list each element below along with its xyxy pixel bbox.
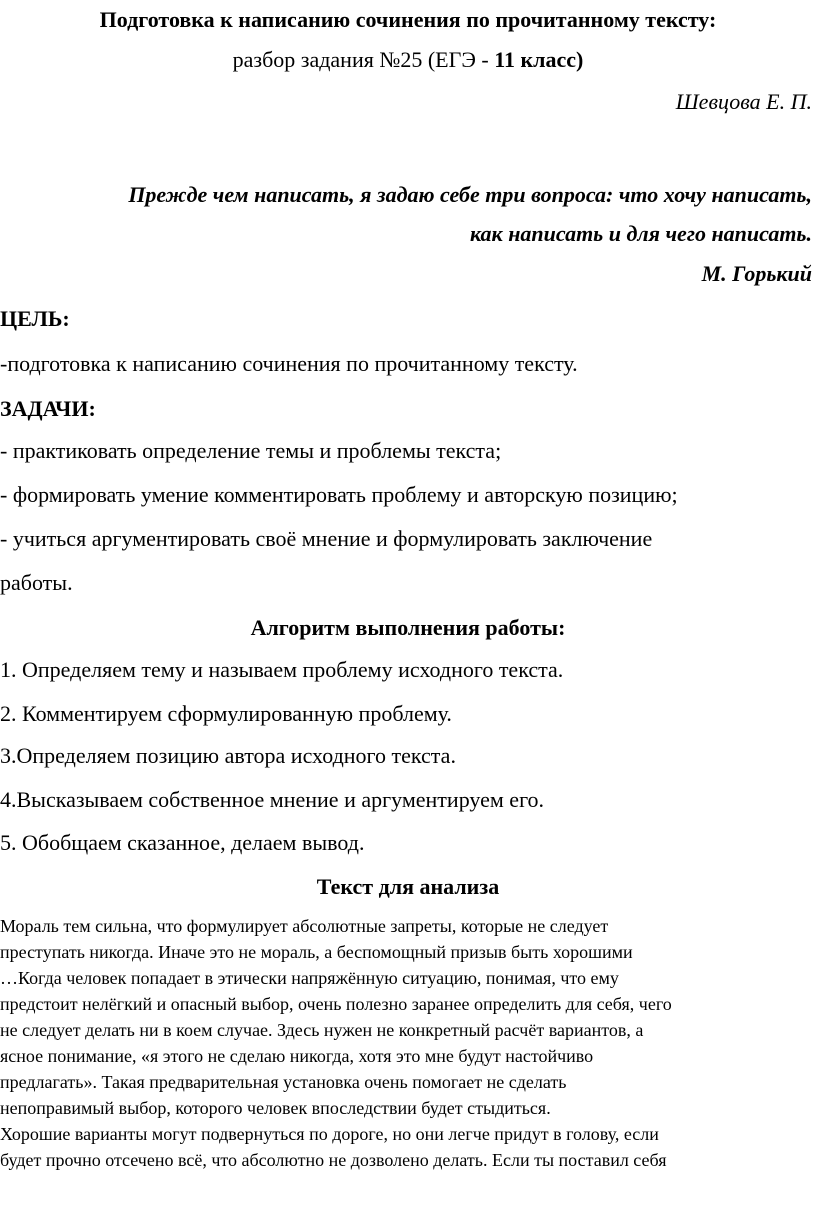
algorithm-heading: Алгоритм выполнения работы:: [250, 615, 566, 640]
analysis-text-line: Хорошие варианты могут подвернуться по дороге, но они легче придут в голову, если: [0, 1124, 659, 1144]
analysis-text-line: предстоит нелёгкий и опасный выбор, очень полезно заранее определить для себя, чего: [0, 994, 672, 1014]
goal-heading: ЦЕЛЬ:: [0, 306, 70, 331]
analysis-text-line: преступать никогда. Иначе это не мораль, а беспомощный призыв быть хорошими: [0, 942, 633, 962]
task-item: работы.: [0, 570, 73, 595]
tasks-heading: ЗАДАЧИ:: [0, 396, 96, 421]
goal-text: -подготовка к написанию сочинения по прочитанному тексту.: [0, 351, 578, 376]
algorithm-step: 2. Комментируем сформулированную проблему.: [0, 701, 452, 726]
author-name: Шевцова Е. П.: [675, 89, 812, 114]
epigraph-line-1: Прежде чем написать, я задаю себе три вопроса: что хочу написать,: [128, 182, 812, 207]
analysis-heading: Текст для анализа: [316, 874, 500, 899]
analysis-text-line: будет прочно отсечено всё, что абсолютно не дозволено делать. Если ты поставил себя: [0, 1150, 667, 1170]
algorithm-step: 1. Определяем тему и называем проблему исходного текста.: [0, 657, 564, 682]
algorithm-step: 3.Определяем позицию автора исходного текста.: [0, 743, 456, 768]
algorithm-step: 5. Обобщаем сказанное, делаем вывод.: [0, 830, 365, 855]
analysis-text-line: Мораль тем сильна, что формулирует абсолютные запреты, которые не следует: [0, 916, 609, 936]
task-item: - практиковать определение темы и проблемы текста;: [0, 438, 502, 463]
analysis-text-line: ясное понимание, «я этого не сделаю никогда, хотя это мне будут настойчиво: [0, 1046, 594, 1066]
subtitle-plain: разбор задания №25 (ЕГЭ -: [232, 47, 495, 72]
subtitle-bold: 11 класс): [494, 47, 584, 72]
epigraph-attribution: М. Горький: [701, 261, 812, 286]
analysis-text-line: предлагать». Такая предварительная установка очень помогает не сделать: [0, 1072, 567, 1092]
task-item: - формировать умение комментировать проблему и авторскую позицию;: [0, 482, 678, 507]
analysis-text-line: …Когда человек попадает в этически напряжённую ситуацию, понимая, что ему: [0, 968, 619, 988]
analysis-text-line: не следует делать ни в коем случае. Здесь нужен не конкретный расчёт вариантов, а: [0, 1020, 644, 1040]
analysis-text-line: непоправимый выбор, которого человек впоследствии будет стыдиться.: [0, 1098, 551, 1118]
algorithm-step: 4.Высказываем собственное мнение и аргументируем его.: [0, 787, 545, 812]
document-subtitle: [0, 46, 816, 74]
task-item: - учиться аргументировать своё мнение и формулировать заключение: [0, 526, 653, 551]
epigraph-line-2: как написать и для чего написать.: [469, 221, 812, 246]
document-title: Подготовка к написанию сочинения по прочитанному тексту:: [99, 7, 717, 32]
